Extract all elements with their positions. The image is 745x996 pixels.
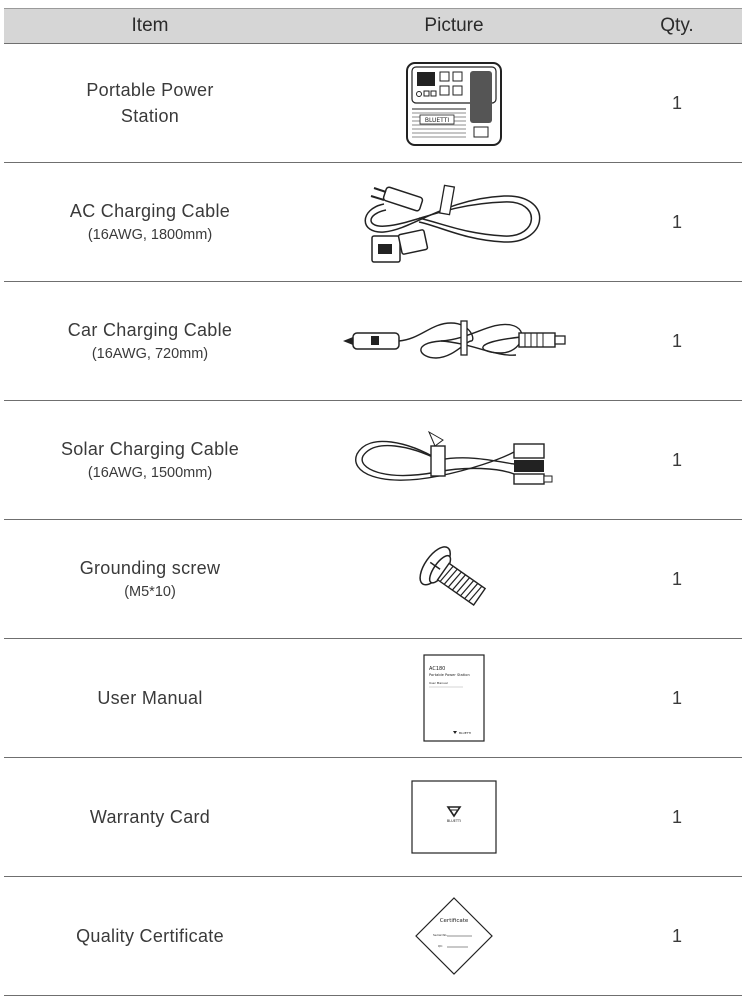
picture-cell bbox=[296, 401, 612, 519]
manual-brand: BLUETTI bbox=[459, 731, 472, 735]
picture-cell bbox=[296, 639, 612, 757]
manual-title: User Manual bbox=[429, 681, 448, 685]
table-row bbox=[4, 44, 742, 163]
table-row bbox=[4, 163, 742, 282]
certificate-icon bbox=[414, 896, 494, 976]
table-row bbox=[4, 639, 742, 758]
table-row bbox=[4, 401, 742, 520]
item-cell bbox=[4, 877, 296, 995]
table-row bbox=[4, 282, 742, 401]
item-cell bbox=[4, 520, 296, 638]
item-cell bbox=[4, 401, 296, 519]
warranty-card-icon bbox=[411, 780, 497, 854]
qty-cell: 1 bbox=[671, 925, 682, 946]
item-name: Portable Power Station bbox=[86, 80, 214, 126]
picture-cell bbox=[296, 758, 612, 876]
item-name: Quality Certificate bbox=[76, 926, 224, 946]
header-qty: Qty. bbox=[660, 15, 694, 36]
certificate-field1: Serial No. bbox=[433, 933, 448, 937]
table-header bbox=[4, 8, 742, 44]
item-name: Warranty Card bbox=[89, 807, 211, 827]
picture-cell bbox=[296, 44, 612, 162]
item-spec: (M5*10) bbox=[124, 584, 176, 600]
manual-subtitle: Portable Power Station bbox=[429, 673, 470, 677]
table-row bbox=[4, 877, 742, 996]
picture-cell bbox=[296, 877, 612, 995]
header-picture: Picture bbox=[424, 15, 484, 36]
item-name: Grounding screw bbox=[79, 558, 221, 578]
qty-cell: 1 bbox=[671, 92, 682, 113]
item-spec: (16AWG, 720mm) bbox=[91, 346, 209, 362]
power-station-icon bbox=[404, 57, 504, 149]
table-row bbox=[4, 520, 742, 639]
item-cell bbox=[4, 163, 296, 281]
qty-cell: 1 bbox=[671, 568, 682, 589]
car-cable-icon bbox=[341, 313, 567, 369]
item-cell bbox=[4, 758, 296, 876]
qty-cell: 1 bbox=[671, 330, 682, 351]
table-row bbox=[4, 758, 742, 877]
manual-icon bbox=[423, 654, 485, 742]
warranty-brand: BLUETTI bbox=[446, 819, 462, 823]
manual-model: AC180 bbox=[429, 666, 446, 672]
item-name: Solar Charging Cable bbox=[60, 439, 240, 459]
item-cell bbox=[4, 44, 296, 162]
certificate-field2: QC bbox=[438, 944, 443, 948]
power-station-brand: BLUETTI bbox=[424, 117, 450, 124]
certificate-title: Certificate bbox=[439, 918, 469, 924]
solar-cable-icon bbox=[349, 424, 559, 496]
packing-list-table bbox=[4, 8, 742, 996]
screw-icon bbox=[409, 539, 499, 619]
qty-cell: 1 bbox=[671, 211, 682, 232]
qty-cell: 1 bbox=[671, 806, 682, 827]
qty-cell: 1 bbox=[671, 449, 682, 470]
picture-cell bbox=[296, 282, 612, 400]
item-cell bbox=[4, 639, 296, 757]
item-name: User Manual bbox=[97, 688, 203, 708]
item-spec: (16AWG, 1800mm) bbox=[87, 227, 213, 243]
picture-cell bbox=[296, 520, 612, 638]
item-cell bbox=[4, 282, 296, 400]
qty-cell: 1 bbox=[671, 687, 682, 708]
item-name: Car Charging Cable bbox=[67, 320, 233, 340]
item-name: AC Charging Cable bbox=[69, 201, 231, 221]
ac-cable-icon bbox=[354, 174, 554, 270]
item-spec: (16AWG, 1500mm) bbox=[87, 465, 213, 481]
header-item: Item bbox=[131, 15, 169, 36]
picture-cell bbox=[296, 163, 612, 281]
